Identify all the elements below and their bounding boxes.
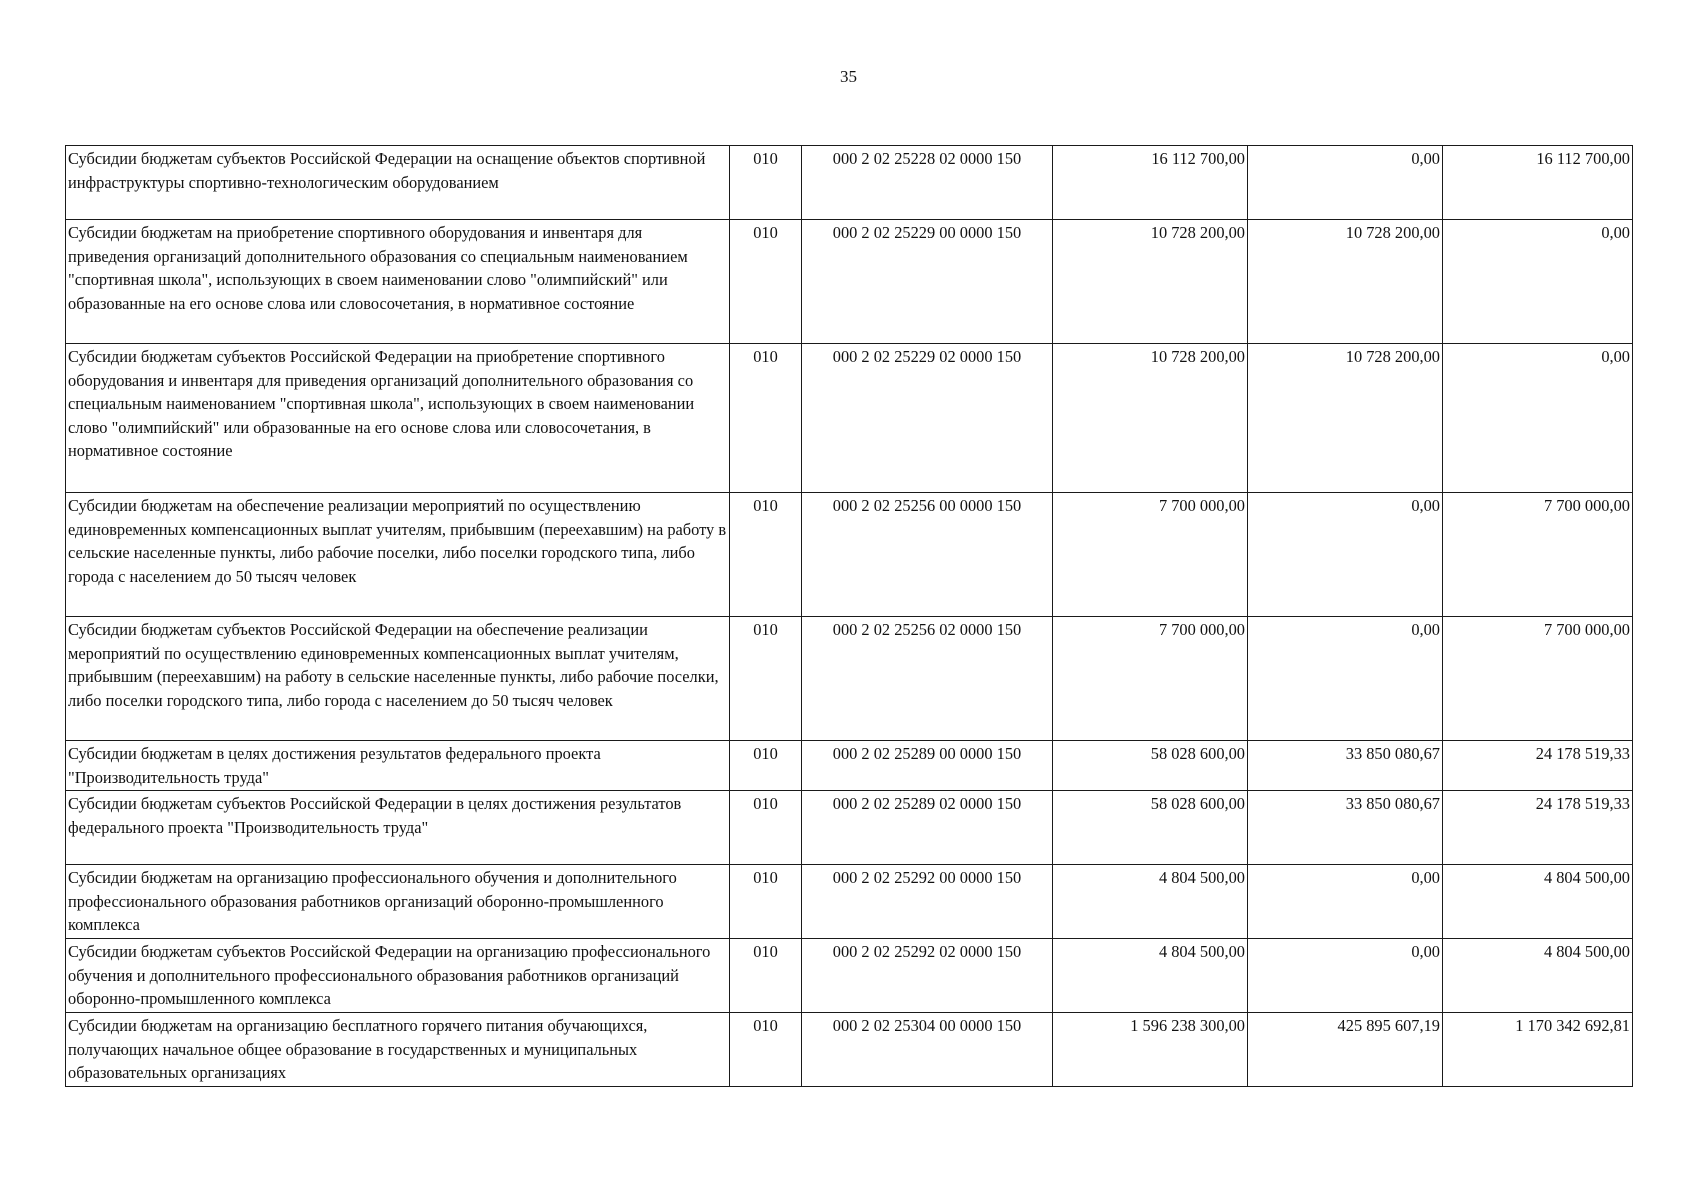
row-budget-code-cell: 000 2 02 25292 00 0000 150 [802, 865, 1053, 939]
row-name-cell: Субсидии бюджетам субъектов Российской Федерации в целях достижения результатов федерального проекта "Производительность труда" [66, 791, 730, 865]
row-executed-amount-cell: 0,00 [1248, 939, 1443, 1013]
table-row [66, 741, 1633, 791]
row-name-cell: Субсидии бюджетам на обеспечение реализации мероприятий по осуществлению единовременных компенсационных выплат учителям, прибывшим (переехавшим) на работу в сельские населенные пункты, либо рабочие поселки, либо поселки городского типа, либо города с населением до 50 тысяч человек [66, 493, 730, 617]
row-admin-code-cell: 010 [730, 617, 802, 741]
table-row [66, 617, 1633, 741]
row-executed-amount-cell: 33 850 080,67 [1248, 791, 1443, 865]
row-approved-amount-cell: 10 728 200,00 [1053, 344, 1248, 493]
row-remaining-amount-cell: 4 804 500,00 [1443, 939, 1633, 1013]
row-approved-amount-cell: 58 028 600,00 [1053, 741, 1248, 791]
table-row [66, 1013, 1633, 1087]
row-name-cell: Субсидии бюджетам на организацию бесплатного горячего питания обучающихся, получающих начальное общее образование в государственных и муниципальных образовательных организациях [66, 1013, 730, 1087]
table-row [66, 146, 1633, 220]
row-budget-code-cell: 000 2 02 25256 00 0000 150 [802, 493, 1053, 617]
row-budget-code-cell: 000 2 02 25304 00 0000 150 [802, 1013, 1053, 1087]
budget-table [65, 145, 1633, 1087]
row-approved-amount-cell: 4 804 500,00 [1053, 865, 1248, 939]
row-remaining-amount-cell: 24 178 519,33 [1443, 741, 1633, 791]
table-row [66, 220, 1633, 344]
page-number: 35 [840, 67, 857, 86]
row-approved-amount-cell: 58 028 600,00 [1053, 791, 1248, 865]
row-budget-code-cell: 000 2 02 25229 02 0000 150 [802, 344, 1053, 493]
table-row [66, 791, 1633, 865]
row-approved-amount-cell: 1 596 238 300,00 [1053, 1013, 1248, 1087]
row-executed-amount-cell: 0,00 [1248, 617, 1443, 741]
row-approved-amount-cell: 10 728 200,00 [1053, 220, 1248, 344]
row-remaining-amount-cell: 7 700 000,00 [1443, 617, 1633, 741]
row-executed-amount-cell: 0,00 [1248, 865, 1443, 939]
row-executed-amount-cell: 425 895 607,19 [1248, 1013, 1443, 1087]
row-remaining-amount-cell: 24 178 519,33 [1443, 791, 1633, 865]
row-budget-code-cell: 000 2 02 25229 00 0000 150 [802, 220, 1053, 344]
row-admin-code-cell: 010 [730, 1013, 802, 1087]
table-row [66, 493, 1633, 617]
table-row [66, 939, 1633, 1013]
row-name-cell: Субсидии бюджетам субъектов Российской Федерации на обеспечение реализации мероприятий по осуществлению единовременных компенсационных выплат учителям, прибывшим (переехавшим) на работу в сельские населенные пункты, либо рабочие поселки, либо поселки городского типа, либо города с населением до 50 тысяч человек [66, 617, 730, 741]
row-admin-code-cell: 010 [730, 344, 802, 493]
row-remaining-amount-cell: 16 112 700,00 [1443, 146, 1633, 220]
row-name-cell: Субсидии бюджетам субъектов Российской Федерации на организацию профессионального обучения и дополнительного профессионального образования работников организаций оборонно-промышленного комплекса [66, 939, 730, 1013]
row-executed-amount-cell: 10 728 200,00 [1248, 220, 1443, 344]
row-approved-amount-cell: 7 700 000,00 [1053, 493, 1248, 617]
table-row [66, 344, 1633, 493]
row-admin-code-cell: 010 [730, 146, 802, 220]
row-budget-code-cell: 000 2 02 25289 00 0000 150 [802, 741, 1053, 791]
row-admin-code-cell: 010 [730, 493, 802, 617]
row-remaining-amount-cell: 0,00 [1443, 220, 1633, 344]
row-name-cell: Субсидии бюджетам на приобретение спортивного оборудования и инвентаря для приведения организаций дополнительного образования со специальным наименованием "спортивная школа", использующих в своем наименовании слово "олимпийский" или образованные на его основе слова или словосочетания, в нормативное состояние [66, 220, 730, 344]
row-approved-amount-cell: 7 700 000,00 [1053, 617, 1248, 741]
row-admin-code-cell: 010 [730, 741, 802, 791]
row-remaining-amount-cell: 4 804 500,00 [1443, 865, 1633, 939]
row-budget-code-cell: 000 2 02 25292 02 0000 150 [802, 939, 1053, 1013]
row-admin-code-cell: 010 [730, 865, 802, 939]
row-budget-code-cell: 000 2 02 25289 02 0000 150 [802, 791, 1053, 865]
row-executed-amount-cell: 0,00 [1248, 493, 1443, 617]
row-name-cell: Субсидии бюджетам субъектов Российской Федерации на приобретение спортивного оборудования и инвентаря для приведения организаций дополнительного образования со специальным наименованием "спортивная школа", использующих в своем наименовании слово "олимпийский" или образованные на его основе слова или словосочетания, в нормативное состояние [66, 344, 730, 493]
row-executed-amount-cell: 0,00 [1248, 146, 1443, 220]
row-budget-code-cell: 000 2 02 25228 02 0000 150 [802, 146, 1053, 220]
row-remaining-amount-cell: 0,00 [1443, 344, 1633, 493]
row-admin-code-cell: 010 [730, 791, 802, 865]
row-budget-code-cell: 000 2 02 25256 02 0000 150 [802, 617, 1053, 741]
row-remaining-amount-cell: 1 170 342 692,81 [1443, 1013, 1633, 1087]
row-approved-amount-cell: 16 112 700,00 [1053, 146, 1248, 220]
row-name-cell: Субсидии бюджетам в целях достижения результатов федерального проекта "Производительность труда" [66, 741, 730, 791]
row-name-cell: Субсидии бюджетам субъектов Российской Федерации на оснащение объектов спортивной инфраструктуры спортивно-технологическим оборудованием [66, 146, 730, 220]
table-row [66, 865, 1633, 939]
row-executed-amount-cell: 10 728 200,00 [1248, 344, 1443, 493]
row-admin-code-cell: 010 [730, 220, 802, 344]
row-name-cell: Субсидии бюджетам на организацию профессионального обучения и дополнительного профессионального образования работников организаций оборонно-промышленного комплекса [66, 865, 730, 939]
row-executed-amount-cell: 33 850 080,67 [1248, 741, 1443, 791]
row-remaining-amount-cell: 7 700 000,00 [1443, 493, 1633, 617]
row-admin-code-cell: 010 [730, 939, 802, 1013]
row-approved-amount-cell: 4 804 500,00 [1053, 939, 1248, 1013]
